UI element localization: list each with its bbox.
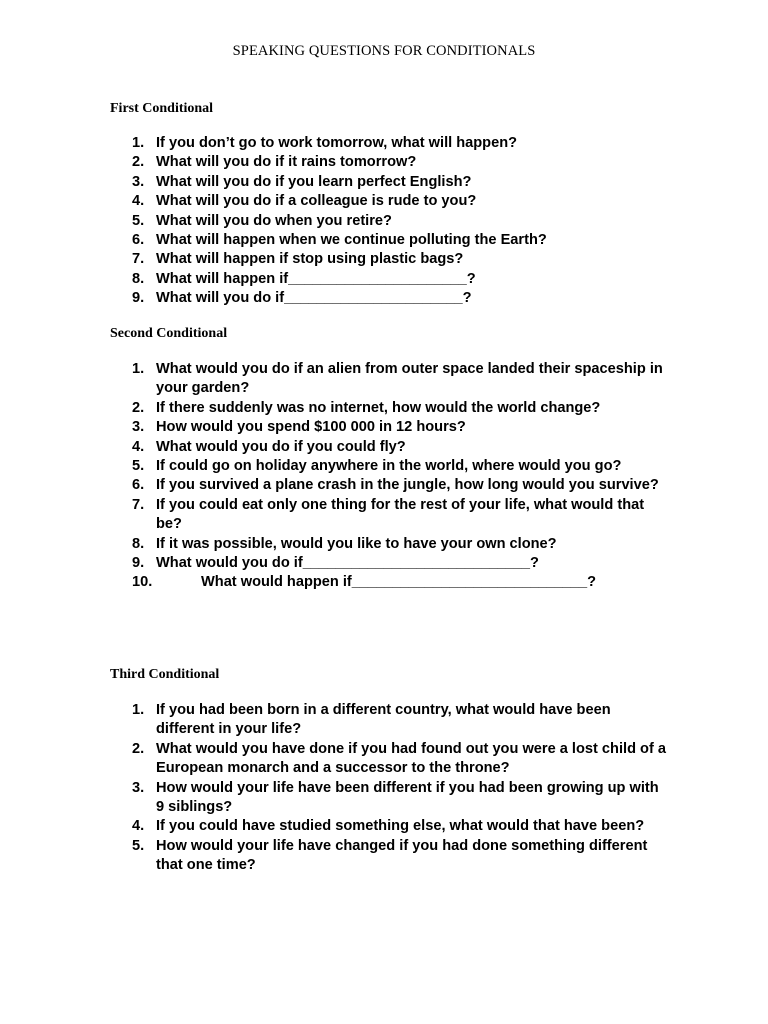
question-number: 3. bbox=[132, 779, 145, 796]
section-heading-first-conditional: First Conditional bbox=[110, 101, 214, 116]
question-number: 9. bbox=[132, 290, 145, 307]
question-number: 3. bbox=[132, 173, 145, 190]
question-item bbox=[110, 399, 670, 418]
document-title: SPEAKING QUESTIONS FOR CONDITIONALS bbox=[232, 43, 536, 59]
question-item bbox=[110, 153, 670, 172]
question-item bbox=[110, 231, 670, 250]
question-text: What will happen if______________________? bbox=[156, 270, 476, 287]
question-text: If you could eat only one thing for the rest of your life, what would that be? bbox=[156, 496, 645, 533]
question-item bbox=[110, 173, 670, 192]
question-item bbox=[110, 701, 670, 740]
question-item bbox=[110, 360, 670, 399]
question-text: What will you do if it rains tomorrow? bbox=[156, 154, 417, 171]
question-number: 10. bbox=[132, 574, 153, 591]
question-text: How would your life have been different if you had been growing up with 9 siblings? bbox=[156, 779, 659, 816]
question-text: If you survived a plane crash in the jungle, how long would you survive? bbox=[156, 477, 659, 494]
question-number: 1. bbox=[132, 135, 145, 151]
question-number: 5. bbox=[132, 837, 145, 854]
question-item bbox=[110, 476, 670, 495]
question-number: 5. bbox=[132, 212, 145, 229]
second-conditional-question-list bbox=[110, 360, 670, 593]
question-text: How would you spend $100 000 in 12 hours? bbox=[156, 419, 466, 436]
question-number: 9. bbox=[132, 555, 145, 572]
question-number: 6. bbox=[132, 477, 145, 494]
question-item bbox=[110, 134, 670, 153]
question-number: 8. bbox=[132, 270, 145, 287]
question-text: If you had been born in a different country, what would have been different in your life? bbox=[156, 702, 611, 738]
question-text: How would your life have changed if you had done something different that one time? bbox=[156, 837, 648, 874]
question-text: What will you do if a colleague is rude to you? bbox=[156, 193, 477, 210]
question-number: 3. bbox=[132, 419, 145, 436]
first-conditional-question-list bbox=[110, 134, 670, 309]
section-heading-third-conditional: Third Conditional bbox=[110, 667, 220, 682]
question-text: If could go on holiday anywhere in the world, where would you go? bbox=[156, 458, 622, 475]
section-heading-second-conditional: Second Conditional bbox=[110, 326, 228, 341]
question-item bbox=[110, 457, 670, 476]
question-text: If you could have studied something else, what would that have been? bbox=[156, 818, 645, 835]
question-number: 5. bbox=[132, 458, 145, 475]
third-conditional-question-list bbox=[110, 701, 670, 876]
question-text: What will you do when you retire? bbox=[156, 212, 392, 229]
question-text: What will you do if you learn perfect English? bbox=[156, 173, 472, 190]
question-text: What would you do if____________________________? bbox=[156, 555, 539, 572]
question-item bbox=[110, 270, 670, 289]
question-number: 2. bbox=[132, 399, 145, 416]
question-number: 2. bbox=[132, 154, 145, 171]
question-text: What will happen if stop using plastic bags? bbox=[156, 251, 464, 268]
question-item bbox=[110, 438, 670, 457]
question-text: What would you do if an alien from outer space landed their spaceship in your garden? bbox=[156, 361, 663, 397]
question-number: 7. bbox=[132, 251, 145, 268]
question-text: What will happen when we continue polluting the Earth? bbox=[156, 232, 547, 249]
question-item bbox=[110, 779, 670, 818]
question-item bbox=[110, 817, 670, 836]
question-number: 1. bbox=[132, 702, 145, 718]
question-number: 6. bbox=[132, 232, 145, 249]
question-item bbox=[110, 496, 670, 535]
question-number: 4. bbox=[132, 818, 145, 835]
question-item bbox=[110, 418, 670, 437]
question-item bbox=[110, 573, 670, 592]
question-text: If you don’t go to work tomorrow, what will happen? bbox=[156, 135, 518, 151]
question-item bbox=[110, 740, 670, 779]
question-item bbox=[110, 192, 670, 211]
question-text: If there suddenly was no internet, how would the world change? bbox=[156, 399, 601, 416]
question-item bbox=[110, 554, 670, 573]
question-text: What would happen if_____________________________? bbox=[201, 574, 597, 591]
question-number: 4. bbox=[132, 193, 145, 210]
question-number: 2. bbox=[132, 740, 145, 757]
question-item bbox=[110, 837, 670, 876]
question-number: 8. bbox=[132, 535, 145, 552]
question-text: What would you do if you could fly? bbox=[156, 438, 406, 455]
question-text: If it was possible, would you like to have your own clone? bbox=[156, 535, 557, 552]
question-item bbox=[110, 289, 670, 308]
question-text: What would you have done if you had found out you were a lost child of a European monarch and a successor to the throne? bbox=[156, 740, 666, 777]
question-item bbox=[110, 212, 670, 231]
question-text: What will you do if______________________? bbox=[156, 290, 472, 307]
question-number: 7. bbox=[132, 496, 145, 513]
question-item bbox=[110, 250, 670, 269]
question-number: 4. bbox=[132, 438, 145, 455]
question-number: 1. bbox=[132, 361, 145, 377]
question-item bbox=[110, 535, 670, 554]
